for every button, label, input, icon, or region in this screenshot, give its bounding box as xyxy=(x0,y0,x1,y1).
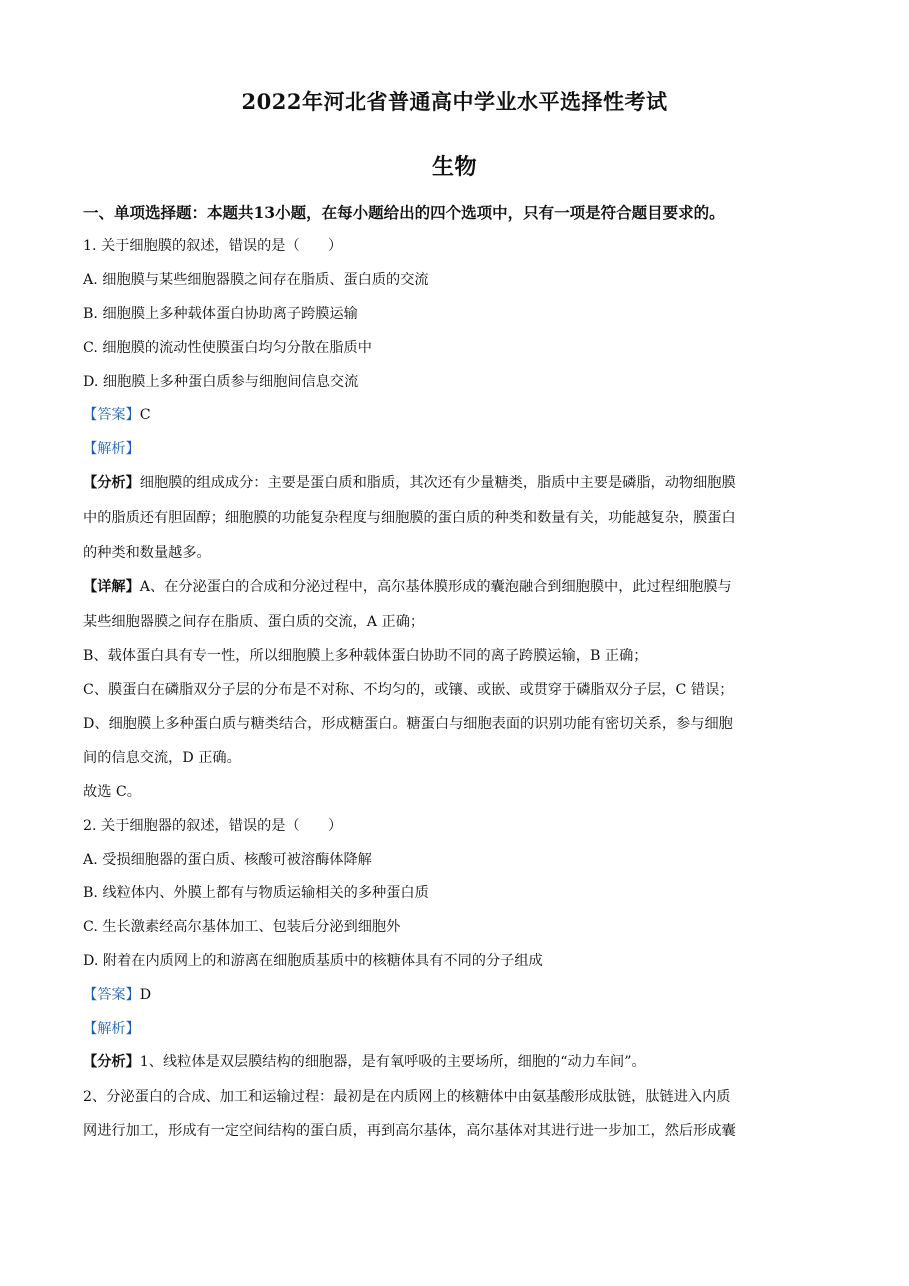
question-1-xiangjie-line-1 xyxy=(83,577,732,597)
subject-title: 生物 xyxy=(431,154,477,180)
question-2-point-2-line-2: 网进行加工，形成有一定空间结构的蛋白质，再到高尔基体，高尔基体对其进行进一步加工，然后形成囊 xyxy=(83,1123,736,1139)
question-1-answer xyxy=(83,405,151,425)
question-2-fenxi-line-1 xyxy=(83,1052,646,1072)
question-1-xiangjie-line-2: 某些细胞器膜之间存在脂质、蛋白质的交流，A 正确； xyxy=(83,614,425,630)
question-1-option-d: D. 细胞膜上多种蛋白质参与细胞间信息交流 xyxy=(83,374,359,390)
question-1-line-c: C、膜蛋白在磷脂双分子层的分布是不对称、不均匀的，或镶、或嵌、或贯穿于磷脂双分子层，C 错误； xyxy=(83,682,734,698)
answer-value: D xyxy=(139,987,152,1003)
fenxi-tag: 【分析】 xyxy=(83,1054,140,1070)
question-2-option-d: D. 附着在内质网上的和游离在细胞质基质中的核糖体具有不同的分子组成 xyxy=(83,953,543,969)
question-1-analysis-tag xyxy=(83,439,140,459)
question-2-option-c: C. 生长激素经高尔基体加工、包装后分泌到细胞外 xyxy=(83,919,401,935)
question-2-option-b: B. 线粒体内、外膜上都有与物质运输相关的多种蛋白质 xyxy=(83,885,429,901)
question-1-option-b: B. 细胞膜上多种载体蛋白协助离子跨膜运输 xyxy=(83,306,358,322)
question-1-line-b: B、载体蛋白具有专一性，所以细胞膜上多种载体蛋白协助不同的离子跨膜运输，B 正确； xyxy=(83,648,648,664)
question-2-stem: 2. 关于细胞器的叙述，错误的是（ ） xyxy=(83,818,343,834)
question-1-option-c: C. 细胞膜的流动性使膜蛋白均匀分散在脂质中 xyxy=(83,340,372,356)
question-1-line-d-2: 间的信息交流，D 正确。 xyxy=(83,750,241,766)
fenxi-tag: 【分析】 xyxy=(83,475,140,491)
answer-tag: 【答案】 xyxy=(83,987,140,1003)
question-1-option-a: A. 细胞膜与某些细胞器膜之间存在脂质、蛋白质的交流 xyxy=(83,272,429,288)
question-2-point-2-line-1: 2、分泌蛋白的合成、加工和运输过程：最初是在内质网上的核糖体中由氨基酸形成肽链，肽链进入内质 xyxy=(83,1089,731,1105)
analysis-tag: 【解析】 xyxy=(83,1021,140,1037)
xiangjie-text: A、在分泌蛋白的合成和分泌过程中，高尔基体膜形成的囊泡融合到细胞膜中，此过程细胞膜与 xyxy=(139,579,732,595)
question-1-fenxi-line-2: 中的脂质还有胆固醇；细胞膜的功能复杂程度与细胞膜的蛋白质的种类和数量有关，功能越复杂，膜蛋白 xyxy=(83,510,736,526)
question-1-stem: 1. 关于细胞膜的叙述，错误的是（ ） xyxy=(83,238,343,254)
question-1-fenxi-line-1 xyxy=(83,473,736,493)
xiangjie-tag: 【详解】 xyxy=(83,579,140,595)
question-1-conclusion: 故选 C。 xyxy=(83,784,141,800)
question-1-line-d-1: D、细胞膜上多种蛋白质与糖类结合，形成糖蛋白。糖蛋白与细胞表面的识别功能有密切关系，参与细胞 xyxy=(83,716,733,732)
question-2-option-a: A. 受损细胞器的蛋白质、核酸可被溶酶体降解 xyxy=(83,852,372,868)
question-2-analysis-tag xyxy=(83,1019,140,1039)
page-title: 2022年河北省普通高中学业水平选择性考试 xyxy=(241,89,668,114)
question-1-fenxi-line-3: 的种类和数量越多。 xyxy=(83,545,211,561)
analysis-tag: 【解析】 xyxy=(83,441,140,457)
fenxi-text: 细胞膜的组成成分：主要是蛋白质和脂质，其次还有少量糖类，脂质中主要是磷脂，动物细胞膜 xyxy=(139,475,736,491)
answer-tag: 【答案】 xyxy=(83,407,140,423)
answer-value: C xyxy=(139,407,151,423)
question-2-answer xyxy=(83,985,151,1005)
section-heading: 一、单项选择题：本题共13小题，在每小题给出的四个选项中，只有一项是符合题目要求的。 xyxy=(83,203,725,222)
fenxi-text: 1、线粒体是双层膜结构的细胞器，是有氧呼吸的主要场所，细胞的“动力车间”。 xyxy=(139,1054,646,1070)
